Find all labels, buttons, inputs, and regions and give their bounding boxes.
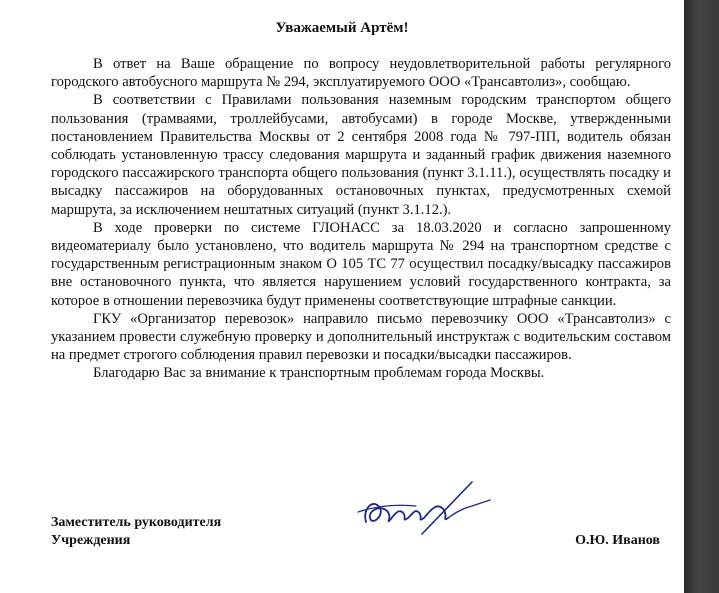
paragraph-response: В ответ на Ваше обращение по вопросу неудовлетворительной работы регулярного городского автобусного маршрута № 294, эксплуатируемого ООО «Трансавтолиз», сообщаю. bbox=[51, 56, 671, 91]
paragraph-closing: Благодарю Вас за внимание к транспортным проблемам города Москвы. bbox=[93, 365, 545, 382]
signer-position bbox=[51, 514, 221, 550]
signer-name: О.Ю. Иванов bbox=[575, 533, 660, 548]
signer-title-line1: Заместитель руководителя bbox=[51, 515, 222, 530]
scan-edge bbox=[684, 0, 719, 593]
signer-title-line2: Учреждения bbox=[51, 533, 131, 548]
letter-body bbox=[51, 55, 671, 383]
paragraph-inspection: В ходе проверки по системе ГЛОНАСС за 18.03.2020 и согласно запрошенному видеоматериалу было установлено, что водитель маршрута № 294 на транспортном средстве с государственным регистрационным знаком О 105 ТС 77 осуществил посадку/высадку пассажиров вне остановочного пункта, что является нарушением условий государственного контракта, за которое в отношении перевозчика будут применены соответствующие штрафные санкции. bbox=[51, 219, 671, 309]
paragraph-rules: В соответствии с Правилами пользования наземным городским транспортом общего пользования (трамваями, троллейбусами, автобусами) в городе Москве, утвержденными постановлением Правительства Москвы от 2 сентября 2008 года № 797-ПП, водитель обязан соблюдать установленную трассу следования маршрута и заданный график движения наземного городского пассажирского транспорта общего пользования (пункт 3.1.11.), осуществлять посадку и высадку пассажиров на оборудованных остановочных пунктах, предусмотренных схемой маршрута, за исключением нештатных ситуаций (пункт 3.1.12.). bbox=[51, 92, 671, 218]
paragraph-organizer: ГКУ «Организатор перевозок» направило письмо перевозчику ООО «Трансавтолиз» с указанием провести служебную проверку и дополнительный инструктаж с водительским составом на предмет строгого соблюдения правил перевозки и посадки/высадки пассажиров. bbox=[51, 310, 671, 364]
letter-greeting: Уважаемый Артём! bbox=[275, 20, 409, 36]
handwritten-signature bbox=[352, 478, 502, 538]
